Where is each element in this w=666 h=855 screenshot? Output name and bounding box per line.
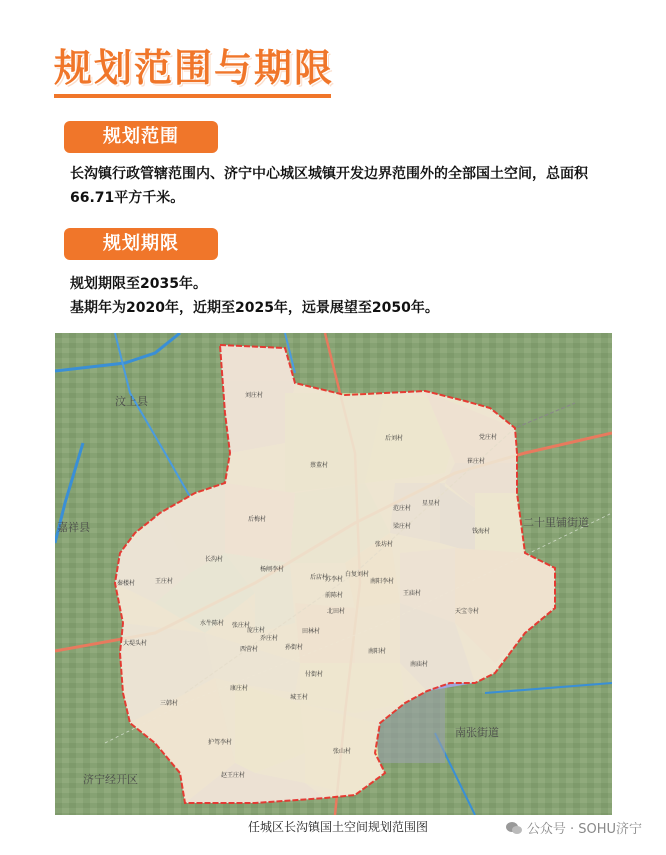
section-tag-period: 规划期限	[64, 228, 218, 260]
village-label: 张庄村	[232, 622, 251, 629]
village-label: 秦楼村	[117, 580, 136, 587]
page-title: 规划范围与期限	[54, 46, 335, 90]
village-label: 梁庄村	[393, 523, 412, 530]
village-label: 庞庄村	[247, 627, 266, 634]
village-label: 王庄村	[155, 578, 174, 585]
village-label: 后店村	[310, 574, 329, 581]
village-label: 田林村	[302, 628, 321, 635]
section-tag-scope: 规划范围	[64, 121, 218, 153]
region-label: 嘉祥县	[57, 521, 90, 534]
village-label: 南阳李村	[370, 578, 395, 585]
period-text-line1: 规划期限至2035年。	[70, 276, 207, 292]
village-label: 白复刘村	[345, 571, 370, 578]
village-label: 南庙村	[410, 661, 429, 668]
village-label: 孙街村	[285, 644, 304, 651]
scope-text: 长沟镇行政管辖范围内、济宁中心城区城镇开发边界范围外的全部国土空间，总面积66.71平方千米。	[70, 166, 588, 206]
village-label: 星星村	[422, 500, 441, 507]
village-label: 西营村	[240, 646, 259, 653]
village-label: 赵王庄村	[221, 772, 246, 779]
planning-map[interactable]	[55, 333, 612, 815]
village-label: 崔庄村	[467, 458, 486, 465]
village-label: 范庄村	[393, 505, 412, 512]
region-label: 济宁经开区	[83, 773, 138, 786]
map-caption: 任城区长沟镇国土空间规划范围图	[247, 820, 428, 834]
region-label: 汶上县	[115, 395, 148, 408]
village-label: 康庄村	[230, 685, 249, 692]
village-label: 王庙村	[403, 590, 422, 597]
period-text-line2: 基期年为2020年，近期至2025年，远景展望至2050年。	[70, 300, 439, 316]
village-label: 乔庄村	[260, 635, 279, 642]
village-label: 南阳村	[368, 648, 387, 655]
village-label: 蔡董村	[310, 462, 329, 469]
village-label: 钱海村	[472, 528, 491, 535]
title-underline	[54, 94, 331, 98]
village-label: 长沟村	[205, 556, 224, 563]
watermark-text: 公众号 · SOHU济宁	[526, 822, 642, 837]
village-label: 党庄村	[479, 434, 498, 441]
village-label: 苏李村	[325, 576, 344, 583]
watermark	[505, 818, 642, 837]
village-label: 大堤头村	[123, 640, 148, 647]
village-label: 付街村	[305, 671, 324, 678]
village-label: 城王村	[290, 694, 309, 701]
village-label: 护驾李村	[208, 739, 233, 746]
wechat-icon	[505, 821, 523, 835]
region-label: 南张街道	[455, 726, 499, 739]
village-label: 张山村	[333, 748, 352, 755]
village-label: 北田村	[327, 608, 346, 615]
village-label: 天宝寺村	[455, 608, 480, 615]
village-label: 后梅村	[248, 516, 267, 523]
village-label: 水牛陈村	[200, 620, 225, 627]
village-label: 三韩村	[160, 700, 179, 707]
village-label: 后刘村	[385, 435, 404, 442]
village-label: 刘庄村	[245, 392, 264, 399]
region-label: 二十里铺街道	[523, 516, 589, 529]
village-label: 杨闸李村	[260, 566, 285, 573]
village-label: 张坊村	[375, 541, 394, 548]
village-label: 前陈村	[325, 592, 344, 599]
